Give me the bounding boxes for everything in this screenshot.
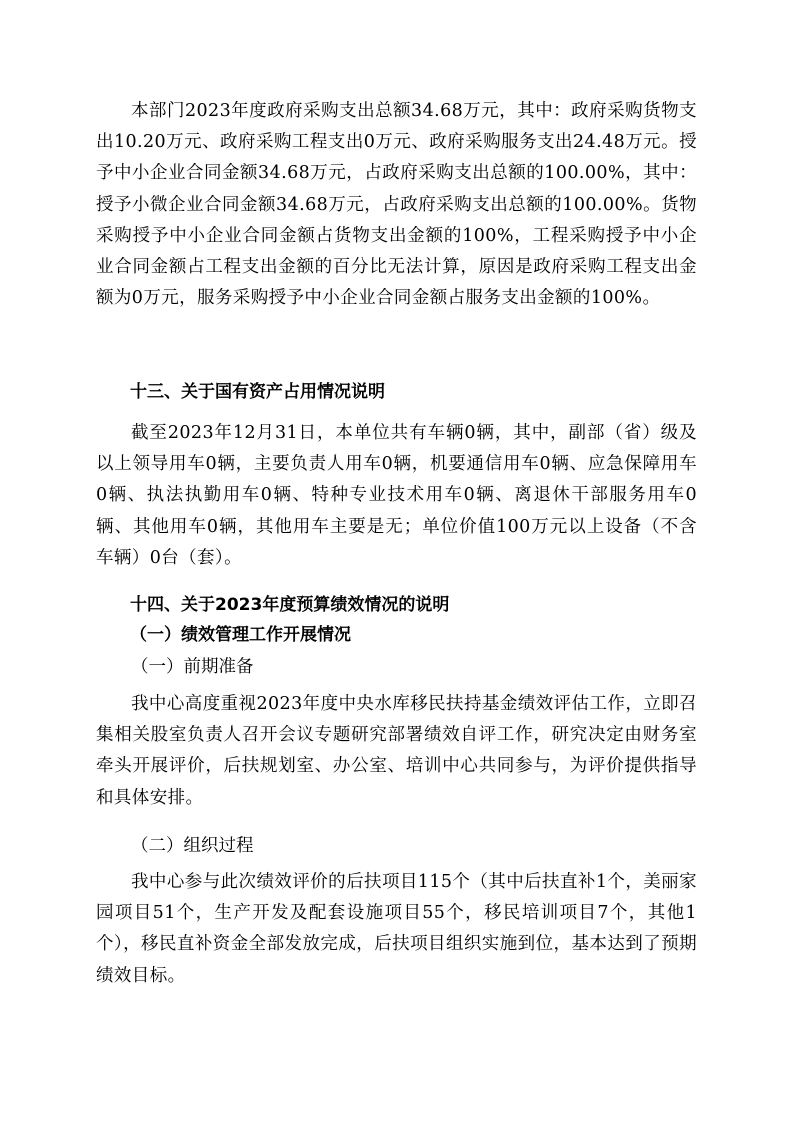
procurement-paragraph: 本部门2023年度政府采购支出总额34.68万元，其中：政府采购货物支出10.20万元、政府采购工程支出0万元、政府采购服务支出24.48万元。授予中小企业合同金额34.68万元，占政府采购支出总额的100.00%，其中：授予小微企业合同金额34.68万元，占政府采购支出总额的100.00%。货物采购授予中小企业合同金额占货物支出金额的100%，工程采购授予中小企业合同金额占工程支出金额的百分比无法计算，原因是政府采购工程支出金额为0万元，服务采购授予中小企业合同金额占服务支出金额的100%。 xyxy=(96,101,697,309)
performance-management-subheading: （一）绩效管理工作开展情况 xyxy=(130,625,351,645)
assets-paragraph: 截至2023年12月31日，本单位共有车辆0辆，其中，副部（省）级及以上领导用车0辆，主要负责人用车0辆，机要通信用车0辆、应急保障用车0辆、执法执勤用车0辆、特种专业技术用车0辆、离退休干部服务用车0辆、其他用车0辆，其他用车主要是无；单位价值100万元以上设备（不含车辆）0台（套）。 xyxy=(96,423,697,568)
preparation-paragraph: 我中心高度重视2023年度中央水库移民扶持基金绩效评估工作，立即召集相关股室负责人召开会议专题研究部署绩效自评工作，研究决定由财务室牵头开展评价，后扶规划室、办公室、培训中心共同参与，为评价提供指导和具体安排。 xyxy=(96,694,697,808)
process-subheading: （二）组织过程 xyxy=(131,836,254,856)
preparation-subheading: （一）前期准备 xyxy=(131,657,254,677)
process-paragraph: 我中心参与此次绩效评价的后扶项目115个（其中后扶直补1个，美丽家园项目51个，生产开发及配套设施项目55个，移民培训项目7个，其他1个），移民直补资金全部发放完成，后扶项目组织实施到位，基本达到了预期绩效目标。 xyxy=(96,872,697,986)
section-13-heading: 十三、关于国有资产占用情况说明 xyxy=(130,382,385,402)
section-14-heading: 十四、关于2023年度预算绩效情况的说明 xyxy=(130,595,450,615)
